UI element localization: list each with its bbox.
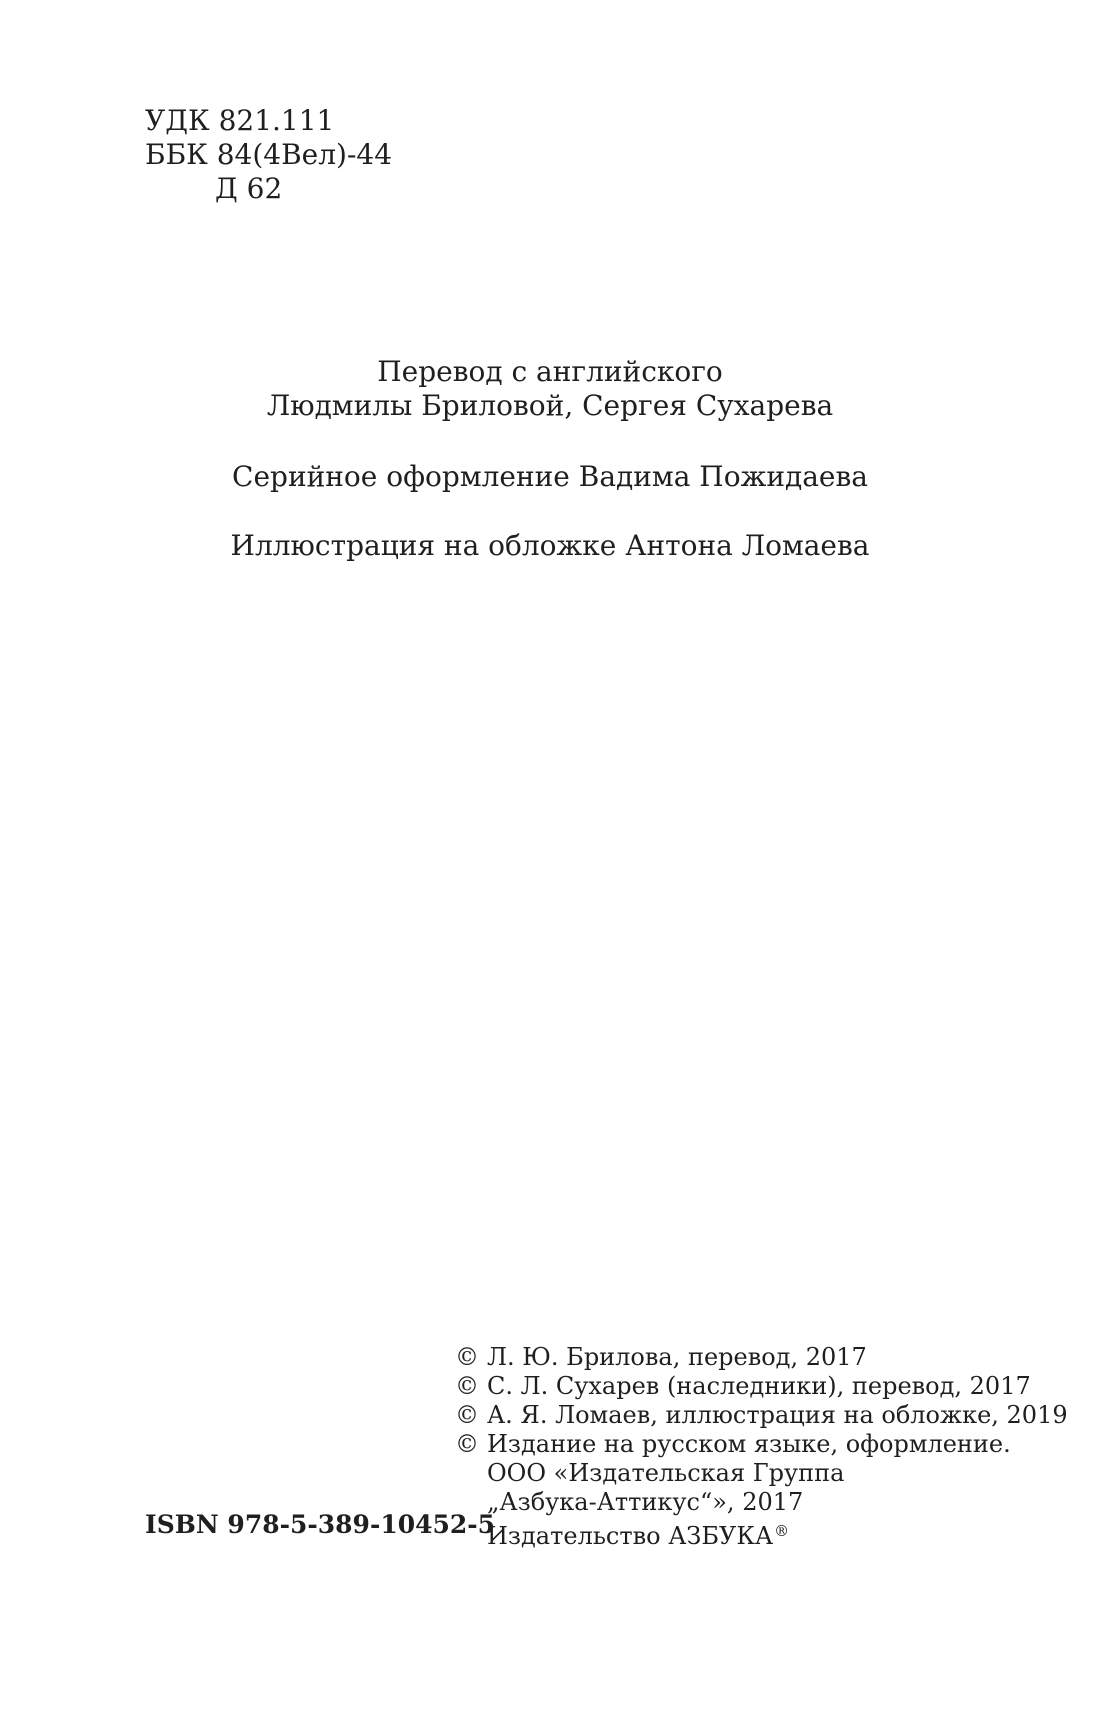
author-sign: Д 62 bbox=[215, 172, 283, 205]
copyright-text: А. Я. Ломаев, иллюстрация на обложке, 2019 bbox=[487, 1401, 1068, 1429]
copyright-line-russian-edition bbox=[455, 1430, 1068, 1459]
copyright-text: Л. Ю. Брилова, перевод, 2017 bbox=[487, 1343, 867, 1371]
copyright-line-translation-sukharev bbox=[455, 1372, 1068, 1401]
copyright-symbol: © bbox=[455, 1343, 479, 1371]
copyright-line-cover-illustration bbox=[455, 1401, 1068, 1430]
copyright-block bbox=[455, 1343, 1068, 1551]
publisher-imprint-line bbox=[455, 1517, 1068, 1551]
translator-credit bbox=[0, 355, 1100, 423]
cover-illustration-credit: Иллюстрация на обложке Антона Ломаева bbox=[230, 529, 870, 562]
publisher-name-line-2: „Азбука-Аттикус“», 2017 bbox=[487, 1488, 804, 1516]
library-classification-block bbox=[145, 104, 392, 206]
translator-names: Людмилы Бриловой, Сергея Сухарева bbox=[266, 389, 834, 422]
copyright-text: Издание на русском языке, оформление. bbox=[487, 1430, 1011, 1458]
copyright-line-translation-brilova bbox=[455, 1343, 1068, 1372]
copyright-symbol: © bbox=[455, 1372, 479, 1400]
publisher-imprint-name: Издательство АЗБУКА bbox=[487, 1522, 774, 1550]
registered-trademark-mark: ® bbox=[774, 1522, 790, 1540]
series-design-credit: Серийное оформление Вадима Пожидаева bbox=[232, 460, 868, 493]
copyright-symbol: © bbox=[455, 1430, 479, 1458]
bbk-code: ББК 84(4Вел)-44 bbox=[145, 138, 393, 171]
udk-code: УДК 821.111 bbox=[145, 104, 335, 137]
isbn: ISBN 978-5-389-10452-5 bbox=[145, 1510, 496, 1539]
copyright-text: С. Л. Сухарев (наследники), перевод, 2017 bbox=[487, 1372, 1031, 1400]
translation-source-line: Перевод с английского bbox=[377, 355, 723, 388]
publisher-name-line-1: ООО «Издательская Группа bbox=[487, 1459, 845, 1487]
copyright-symbol: © bbox=[455, 1401, 479, 1429]
